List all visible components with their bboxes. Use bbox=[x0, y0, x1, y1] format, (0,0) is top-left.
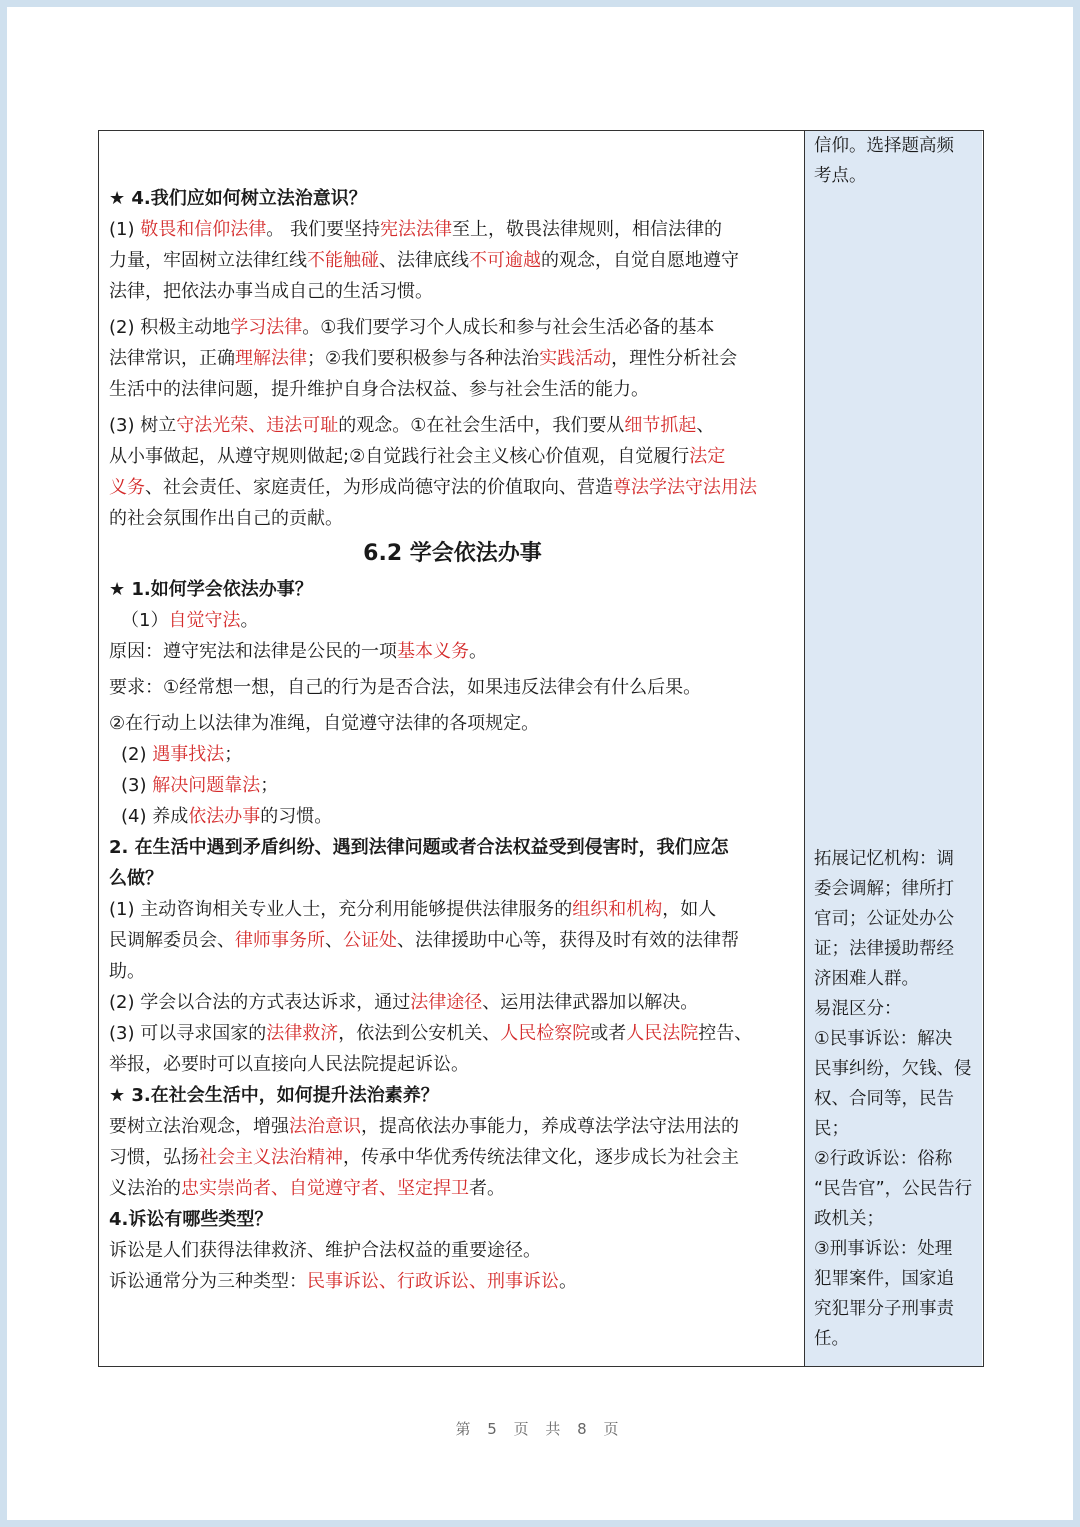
s1-item-3 bbox=[109, 770, 796, 801]
key-term: 义务 bbox=[109, 477, 145, 498]
s3-paragraph bbox=[109, 1111, 796, 1204]
s2-paragraph-3 bbox=[109, 1018, 796, 1080]
text-run: 的观念。①在社会生活中，我们要从 bbox=[338, 415, 625, 436]
text-run: 、社会责任、家庭责任，为形成尚德守法的价值取向、营造 bbox=[145, 477, 613, 498]
text-run: ，提高依法办事能力，养成尊法学法守法用法的 bbox=[361, 1116, 739, 1137]
text-run: ，理性分析社会 bbox=[611, 348, 738, 369]
text-run: (2) bbox=[121, 744, 153, 765]
heading-s3: ★ 3.在社会生活中，如何提升法治素养？ bbox=[109, 1085, 439, 1106]
heading-s1: ★ 1.如何学会依法办事？ bbox=[109, 579, 313, 600]
text-run: 助。 bbox=[109, 961, 145, 982]
text-run: 。 bbox=[559, 1271, 577, 1292]
text-run: 。 我们要坚持 bbox=[266, 219, 380, 240]
s2-paragraph-2 bbox=[109, 987, 796, 1018]
side-note-line: ①民事诉讼：解决 bbox=[814, 1029, 953, 1049]
text-run: 。 bbox=[469, 641, 487, 662]
side-note-line: ②行政诉讼：俗称 bbox=[814, 1149, 953, 1169]
key-term: 法定 bbox=[689, 446, 726, 467]
side-note-line: 信仰。选择题高频 bbox=[814, 136, 954, 156]
side-note-line: ③刑事诉讼：处理 bbox=[814, 1239, 953, 1259]
key-term: 依法办事 bbox=[188, 806, 261, 827]
s1-item-4 bbox=[109, 801, 796, 832]
q4-paragraph-1 bbox=[109, 214, 796, 307]
text-run: 的社会氛围作出自己的贡献。 bbox=[109, 508, 343, 529]
key-term: 实践活动 bbox=[539, 348, 612, 369]
s1-item-2 bbox=[109, 739, 796, 770]
side-note-line: 究犯罪分子刑事责 bbox=[814, 1299, 954, 1319]
side-note-line: 易混区分： bbox=[814, 999, 902, 1019]
key-term: 组织和机构 bbox=[572, 899, 663, 920]
heading-s2-line1: 2. 在生活中遇到矛盾纠纷、遇到法律问题或者合法权益受到侵害时，我们应怎 bbox=[109, 837, 729, 858]
text-run: (3) 可以寻求国家的 bbox=[109, 1023, 267, 1044]
text-run: 、法律底线 bbox=[379, 250, 469, 271]
s1-requirement-1: 要求：①经常想一想，自己的行为是否合法，如果违反法律会有什么后果。 bbox=[109, 677, 702, 698]
key-term: 法律途径 bbox=[410, 992, 483, 1013]
side-notes-column bbox=[805, 131, 982, 1366]
text-run: ，传承中华优秀传统法律文化，逐步成长为社会主 bbox=[343, 1147, 739, 1168]
key-term: 解决问题靠法 bbox=[152, 775, 261, 796]
key-term: 法治意识 bbox=[289, 1116, 361, 1137]
side-note-line: 委会调解；律所打 bbox=[814, 879, 954, 899]
text-run: 义法治的 bbox=[109, 1178, 181, 1199]
main-column bbox=[99, 131, 805, 1366]
text-run: (4) 养成 bbox=[121, 806, 189, 827]
key-term: 不能触碰 bbox=[307, 250, 379, 271]
text-run: 、 bbox=[325, 930, 343, 951]
text-run: 要树立法治观念，增强 bbox=[109, 1116, 289, 1137]
text-run: (2) 积极主动地 bbox=[109, 317, 231, 338]
key-term: 律师事务所 bbox=[235, 930, 325, 951]
text-run: 原因：遵守宪法和法律是公民的一项 bbox=[109, 641, 397, 662]
key-term: 民事诉讼、行政诉讼、刑事诉讼 bbox=[307, 1271, 559, 1292]
q4-paragraph-2 bbox=[109, 312, 796, 405]
key-term: 公证处 bbox=[343, 930, 397, 951]
side-top-note bbox=[814, 131, 976, 191]
text-run: 。①我们要学习个人成长和参与社会生活必备的基本 bbox=[302, 317, 715, 338]
side-note-line: 官司；公证处办公 bbox=[814, 909, 954, 929]
text-run: 者。 bbox=[469, 1178, 505, 1199]
text-run: 习惯，弘扬 bbox=[109, 1147, 199, 1168]
s1-requirement-2: ②在行动上以法律为准绳，自觉遵守法律的各项规定。 bbox=[109, 713, 540, 734]
text-run: 举报，必要时可以直接向人民法院提起诉讼。 bbox=[109, 1054, 469, 1075]
text-run: 法律，把依法办事当成自己的生活习惯。 bbox=[109, 281, 433, 302]
side-note-line: 任。 bbox=[814, 1329, 849, 1349]
text-run: (2) 学会以合法的方式表达诉求，通过 bbox=[109, 992, 411, 1013]
key-term: 敬畏和信仰法律 bbox=[140, 219, 267, 240]
side-note-line: 考点。 bbox=[814, 166, 867, 186]
section-title: 6.2 学会依法办事 bbox=[363, 541, 542, 566]
text-run: 、运用法律武器加以解决。 bbox=[482, 992, 699, 1013]
q4-paragraph-3 bbox=[109, 410, 796, 534]
key-term: 基本义务 bbox=[397, 641, 469, 662]
key-term: 守法光荣、违法可耻 bbox=[176, 415, 339, 436]
heading-s2-line2: 么做？ bbox=[109, 868, 163, 889]
side-note-line: 证；法律援助帮经 bbox=[814, 939, 954, 959]
text-run: 、法律援助中心等，获得及时有效的法律帮 bbox=[397, 930, 739, 951]
text-run: (1) 主动咨询相关专业人士，充分利用能够提供法律服务的 bbox=[109, 899, 573, 920]
key-term: 细节抓起 bbox=[624, 415, 697, 436]
text-run: 民调解委员会、 bbox=[109, 930, 235, 951]
s1-item-1 bbox=[109, 605, 796, 636]
key-term: 不可逾越 bbox=[469, 250, 541, 271]
side-note-line: 济困难人群。 bbox=[814, 969, 919, 989]
key-term: 人民检察院 bbox=[500, 1023, 591, 1044]
s4-line-1: 诉讼是人们获得法律救济、维护合法权益的重要途径。 bbox=[109, 1240, 541, 1261]
text-run: ，如人 bbox=[662, 899, 717, 920]
s4-line-2 bbox=[109, 1266, 796, 1297]
side-note-line: 政机关； bbox=[814, 1209, 884, 1229]
text-run: (3) bbox=[121, 775, 153, 796]
text-run: 诉讼通常分为三种类型： bbox=[109, 1271, 307, 1292]
side-note-line: 民事纠纷，欠钱、侵 bbox=[814, 1059, 972, 1079]
key-term: 社会主义法治精神 bbox=[199, 1147, 343, 1168]
heading-s4: 4.诉讼有哪些类型？ bbox=[109, 1209, 273, 1230]
text-run: (1) bbox=[109, 219, 141, 240]
key-term: 理解法律 bbox=[235, 348, 307, 369]
key-term: 法律救济 bbox=[266, 1023, 339, 1044]
key-term: 学习法律 bbox=[230, 317, 303, 338]
s1-reason bbox=[109, 636, 796, 667]
text-run: 法律常识，正确 bbox=[109, 348, 235, 369]
text-run: （1） bbox=[121, 610, 169, 631]
text-run: ； bbox=[224, 744, 243, 765]
text-run: ； bbox=[260, 775, 279, 796]
text-run: 的习惯。 bbox=[260, 806, 333, 827]
text-run: 的观念，自觉自愿地遵守 bbox=[541, 250, 739, 271]
key-term: 遇事找法 bbox=[152, 744, 225, 765]
text-run: ，依法到公安机关、 bbox=[338, 1023, 501, 1044]
text-run: 力量，牢固树立法律红线 bbox=[109, 250, 307, 271]
side-note-line: 权、合同等，民告 bbox=[814, 1089, 954, 1109]
text-run: (3) 树立 bbox=[109, 415, 177, 436]
page-footer: 第 5 页 共 8 页 bbox=[455, 1420, 625, 1438]
heading-q4: ★ 4.我们应如何树立法治意识？ bbox=[109, 188, 367, 209]
side-note-line: 民； bbox=[814, 1119, 849, 1139]
side-memory-note bbox=[814, 844, 976, 1354]
key-term: 人民法院 bbox=[626, 1023, 699, 1044]
key-term: 忠实崇尚者、自觉遵守者、坚定捍卫 bbox=[181, 1178, 469, 1199]
key-term: 自觉守法 bbox=[168, 610, 241, 631]
key-term: 尊法学法守法用法 bbox=[613, 477, 757, 498]
text-run: 控告、 bbox=[698, 1023, 753, 1044]
text-run: 至上，敬畏法律规则，相信法律的 bbox=[451, 219, 722, 240]
notes-table bbox=[98, 130, 984, 1367]
side-note-line: 犯罪案件，国家追 bbox=[814, 1269, 954, 1289]
text-run: 或者 bbox=[590, 1023, 627, 1044]
text-run: 。 bbox=[240, 610, 259, 631]
text-run: 从小事做起，从遵守规则做起;②自觉践行社会主义核心价值观，自觉履行 bbox=[109, 446, 690, 467]
text-run: ；②我们要积极参与各种法治 bbox=[307, 348, 540, 369]
text-run: 、 bbox=[696, 415, 715, 436]
text-run: 生活中的法律问题，提升维护自身合法权益、参与社会生活的能力。 bbox=[109, 379, 649, 400]
key-term: 宪法法律 bbox=[379, 219, 452, 240]
side-note-line: 拓展记忆机构：调 bbox=[814, 849, 954, 869]
s2-paragraph-1 bbox=[109, 894, 796, 987]
side-note-line: “民告官”，公民告行 bbox=[814, 1179, 973, 1199]
